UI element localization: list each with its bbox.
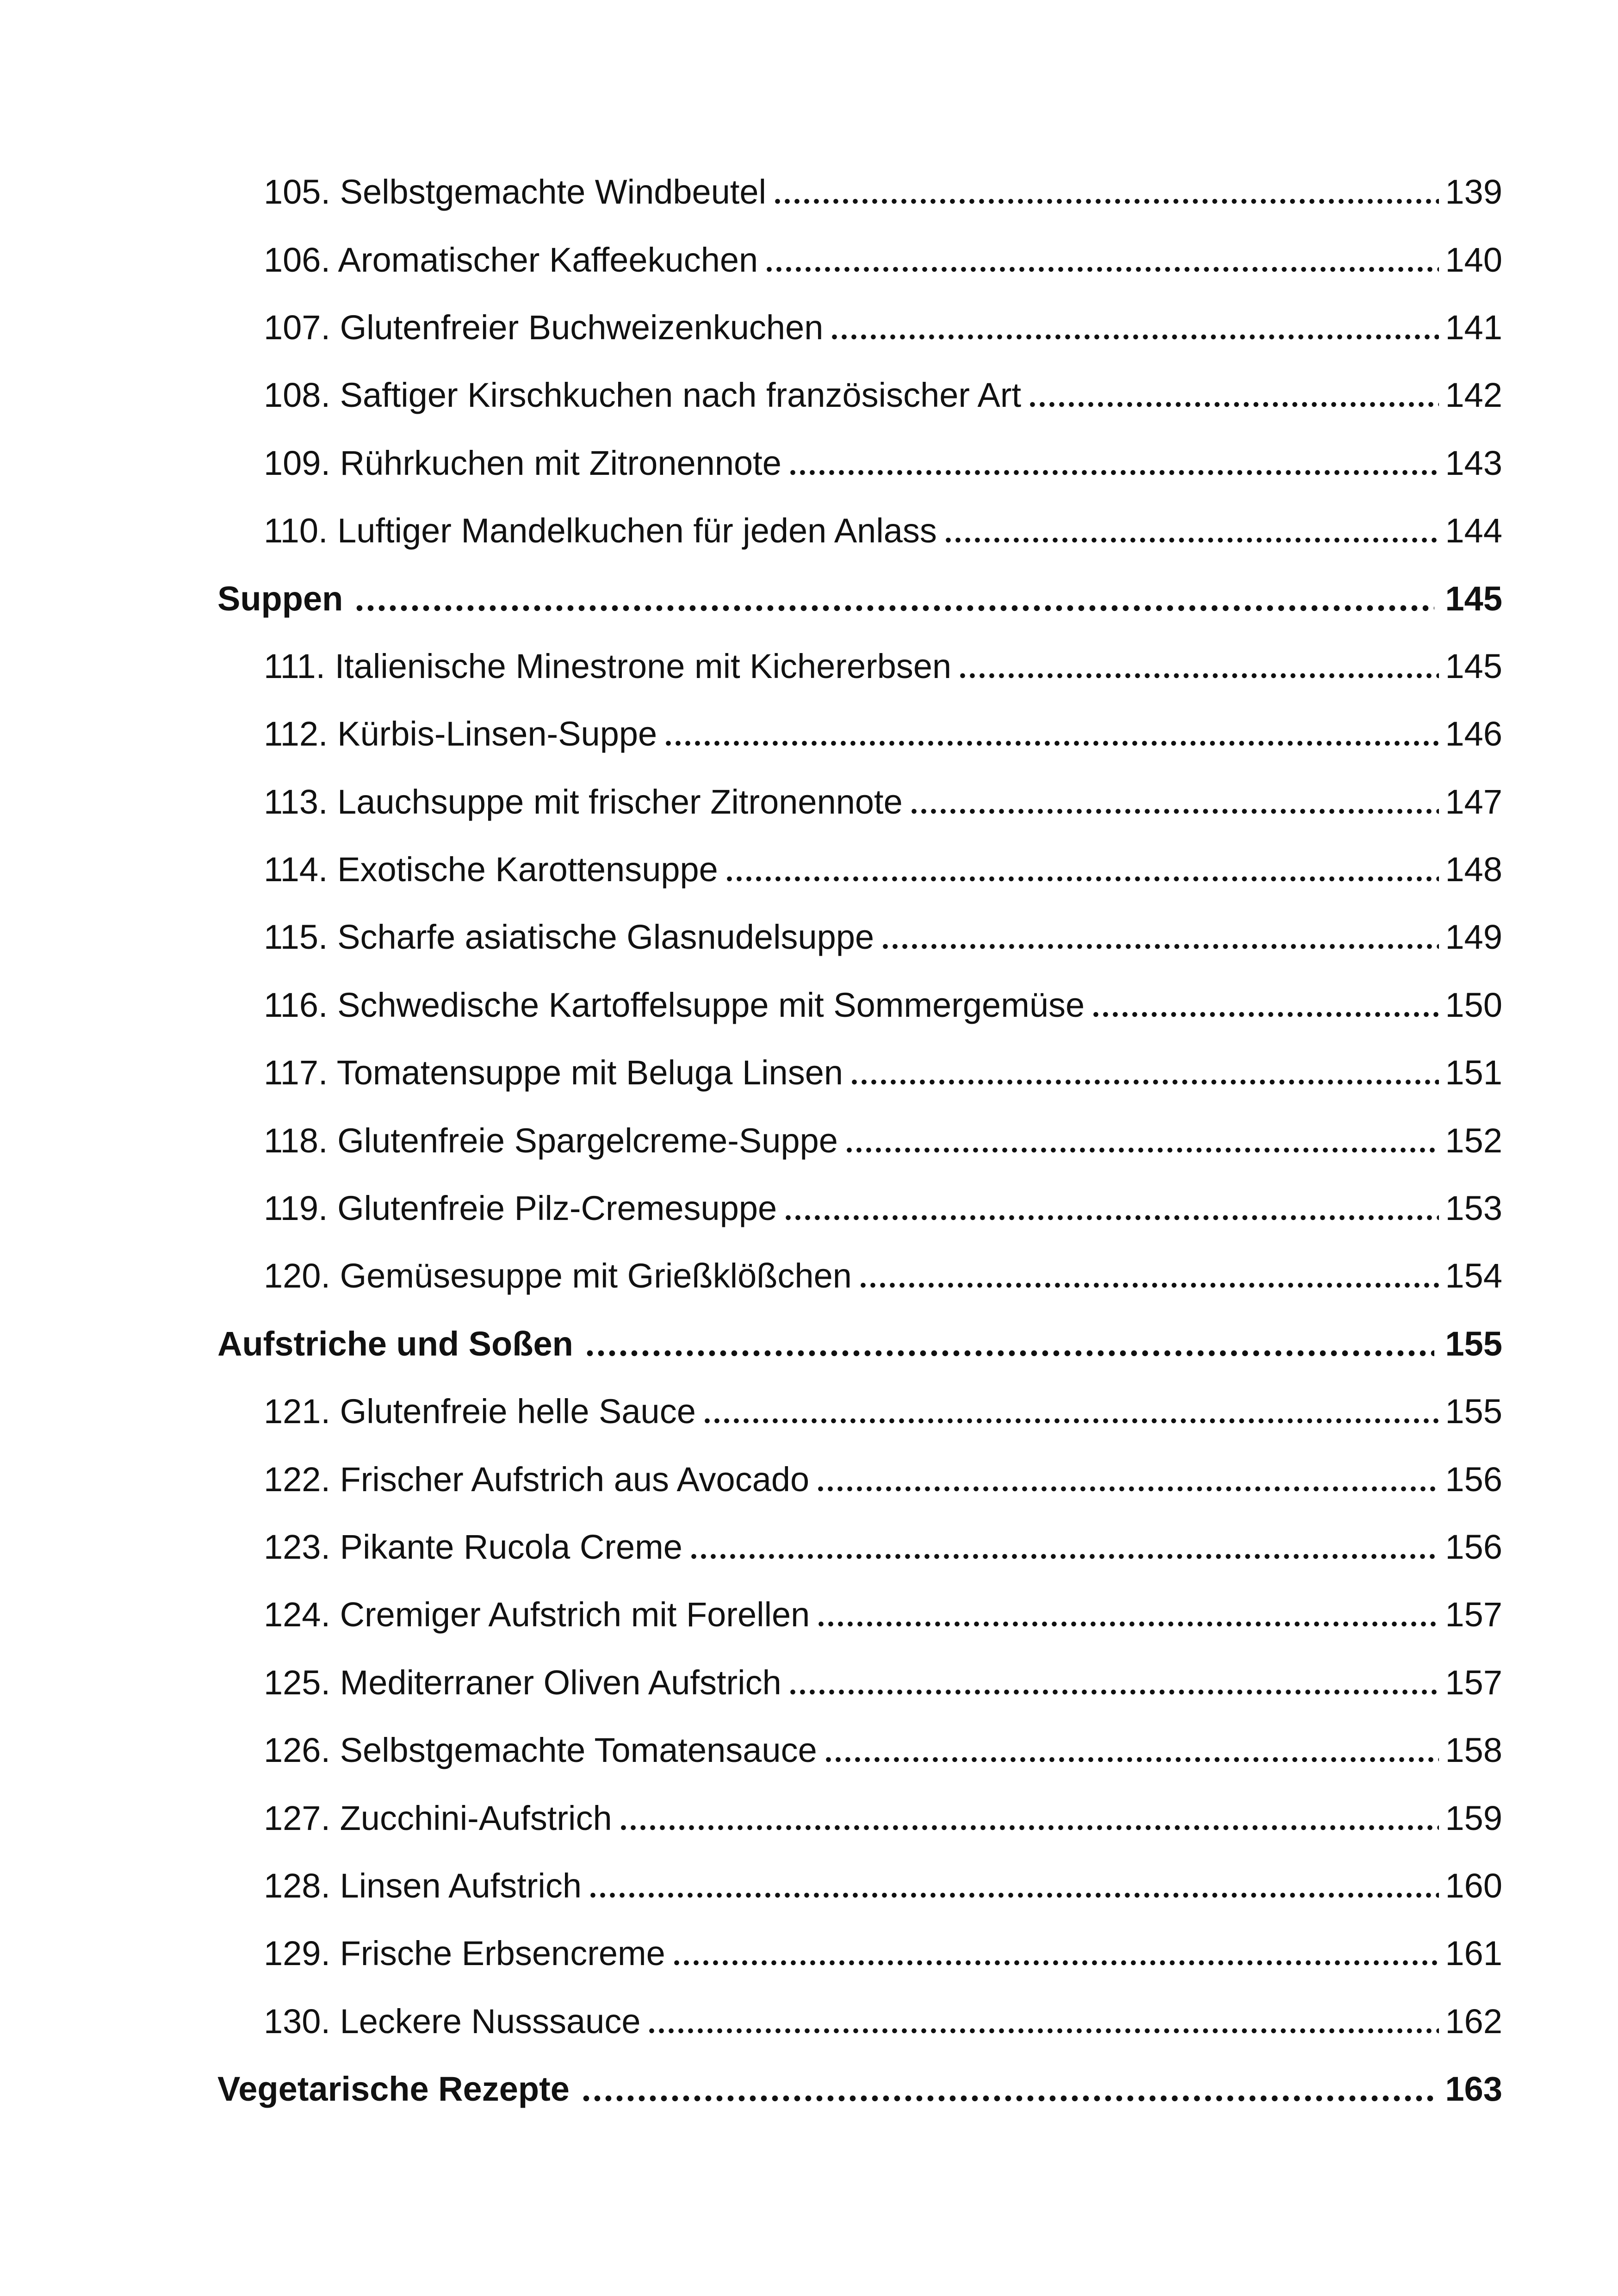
page-number: 150 [1445,985,1502,1024]
toc-entry [0,1852,1618,1920]
toc-entry [0,1378,1618,1445]
page-number: 153 [1445,1189,1502,1228]
entry-title: 115. Scharfe asiatische Glasnudelsuppe [264,918,874,957]
dot-leader [849,1056,1439,1090]
toc-entry [0,1784,1618,1852]
dot-leader [581,2072,1434,2106]
toc-entry [0,836,1618,903]
entry-title: 130. Leckere Nusssauce [264,2002,641,2041]
page-number: 145 [1445,579,1502,618]
page-number: 155 [1445,1324,1502,1363]
entry-title: 121. Glutenfreie helle Sauce [264,1392,696,1431]
entry-title: 123. Pikante Rucola Creme [264,1528,682,1566]
toc-entry [0,700,1618,768]
entry-title: 116. Schwedische Kartoffelsuppe mit Sommergemüse [264,985,1085,1024]
section-title: Suppen [217,579,343,618]
toc-entry [0,1445,1618,1513]
entry-title: 127. Zucchini-Aufstrich [264,1798,612,1837]
dot-leader [958,649,1438,684]
dot-leader [943,514,1439,548]
page-number: 158 [1445,1731,1502,1770]
page-number: 139 [1445,173,1502,212]
entry-title: 108. Saftiger Kirschkuchen nach französischer Art [264,376,1022,415]
entry-title: 118. Glutenfreie Spargelcreme-Suppe [264,1121,838,1160]
page-number: 161 [1445,1934,1502,1973]
dot-leader [1091,988,1438,1022]
toc-entry [0,633,1618,700]
section-title: Vegetarische Rezepte [217,2070,570,2109]
page-number: 159 [1445,1798,1502,1837]
dot-leader [647,2004,1438,2039]
page-number: 154 [1445,1257,1502,1295]
dot-leader [354,582,1434,616]
page-number: 160 [1445,1866,1502,1905]
toc-entry [0,1988,1618,2055]
entry-title: 125. Mediterraner Oliven Aufstrich [264,1663,781,1702]
entry-title: 129. Frische Erbsencreme [264,1934,665,1973]
toc-entry [0,1039,1618,1107]
dot-leader [788,1666,1439,1700]
entry-title: 117. Tomatensuppe mit Beluga Linsen [264,1053,843,1092]
entry-title: 119. Glutenfreie Pilz-Cremesuppe [264,1189,777,1228]
dot-leader [858,1259,1439,1293]
toc-entry [0,1513,1618,1581]
dot-leader [725,852,1439,887]
toc-section-heading [0,2055,1618,2123]
page-number: 148 [1445,850,1502,889]
page-number: 163 [1445,2070,1502,2109]
dot-leader [663,717,1438,751]
entry-title: 107. Glutenfreier Buchweizenkuchen [264,308,824,347]
page-number: 144 [1445,511,1502,550]
toc-entry [0,429,1618,497]
page-number: 155 [1445,1392,1502,1431]
toc-section-heading [0,1310,1618,1378]
entry-title: 110. Luftiger Mandelkuchen für jeden Anlass [264,511,937,550]
toc-entry [0,1175,1618,1242]
page-number: 145 [1445,647,1502,685]
toc-entry [0,1717,1618,1784]
dot-leader [689,1530,1439,1564]
page-number: 143 [1445,443,1502,482]
dot-leader [844,1124,1439,1158]
toc-entry [0,294,1618,361]
page-number: 140 [1445,240,1502,279]
toc-entry [0,1107,1618,1174]
dot-leader [816,1462,1438,1497]
dot-leader [584,1327,1434,1361]
entry-title: 112. Kürbis-Linsen-Suppe [264,715,657,753]
dot-leader [1028,378,1438,412]
entry-title: 126. Selbstgemachte Tomatensauce [264,1731,817,1770]
page-number: 141 [1445,308,1502,347]
page-number: 147 [1445,782,1502,821]
toc-entry [0,361,1618,429]
toc-entry [0,1649,1618,1717]
dot-leader [909,785,1439,819]
page-number: 157 [1445,1595,1502,1634]
entry-title: 122. Frischer Aufstrich aus Avocado [264,1460,810,1499]
dot-leader [788,446,1439,480]
page-number: 151 [1445,1053,1502,1092]
page-number: 156 [1445,1460,1502,1499]
toc-section-heading [0,565,1618,632]
dot-leader [783,1191,1438,1226]
page-number: 152 [1445,1121,1502,1160]
entry-title: 114. Exotische Karottensuppe [264,850,718,889]
page-number: 142 [1445,376,1502,415]
toc-entry [0,1581,1618,1649]
entry-title: 128. Linsen Aufstrich [264,1866,582,1905]
entry-title: 106. Aromatischer Kaffeekuchen [264,240,758,279]
toc-entry [0,497,1618,565]
page-number: 156 [1445,1528,1502,1566]
page-number: 157 [1445,1663,1502,1702]
dot-leader [816,1598,1438,1632]
dot-leader [672,1936,1439,1971]
page-number: 149 [1445,918,1502,957]
dot-leader [702,1394,1439,1429]
page-number: 162 [1445,2002,1502,2041]
dot-leader [830,311,1438,345]
dot-leader [764,243,1438,277]
toc-entry [0,158,1618,226]
toc-entry [0,971,1618,1039]
dot-leader [880,920,1438,954]
toc-entry [0,1242,1618,1310]
dot-leader [588,1869,1439,1903]
toc-entry [0,768,1618,836]
dot-leader [773,175,1439,209]
toc-entry [0,903,1618,971]
entry-title: 109. Rührkuchen mit Zitronennote [264,443,781,482]
entry-title: 113. Lauchsuppe mit frischer Zitronennote [264,782,903,821]
entry-title: 105. Selbstgemachte Windbeutel [264,173,767,212]
entry-title: 120. Gemüsesuppe mit Grießklößchen [264,1257,852,1295]
section-title: Aufstriche und Soßen [217,1324,573,1363]
entry-title: 124. Cremiger Aufstrich mit Forellen [264,1595,810,1634]
dot-leader [619,1801,1439,1836]
table-of-contents [0,158,1618,2123]
entry-title: 111. Italienische Minestrone mit Kichererbsen [264,647,952,685]
page-number: 146 [1445,715,1502,753]
dot-leader [824,1733,1439,1767]
toc-entry [0,226,1618,293]
toc-entry [0,1920,1618,1987]
